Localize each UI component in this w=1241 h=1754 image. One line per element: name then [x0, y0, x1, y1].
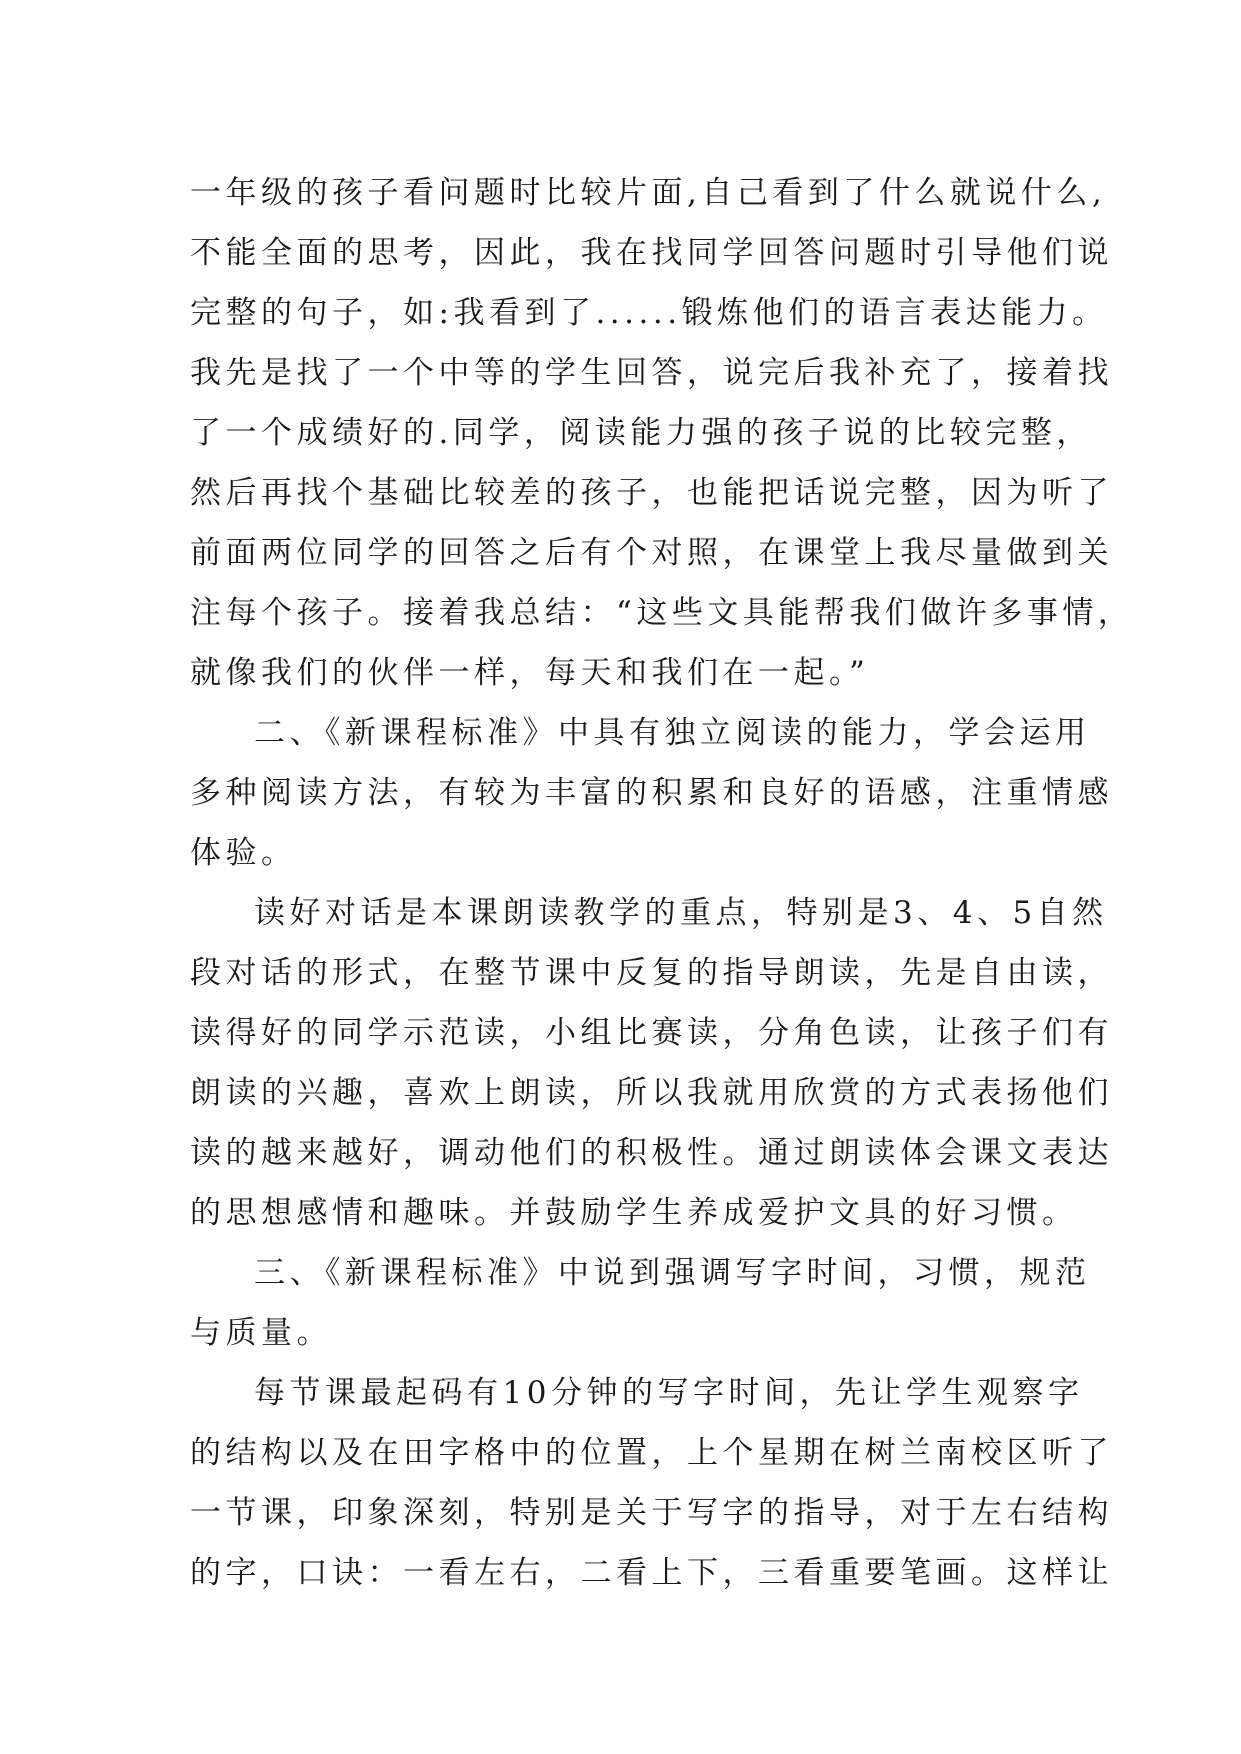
- text-line: 一年级的孩子看问题时比较片面,自己看到了什么就说什么,: [190, 175, 1107, 211]
- text-line: 了一个成绩好的.同学，阅读能力强的孩子说的比较完整，: [190, 415, 1092, 451]
- text-line: 读的越来越好，调动他们的积极性。通过朗读体会课文表达: [190, 1135, 1113, 1171]
- text-line: 读好对话是本课朗读教学的重点，特别是3、4、5自然: [254, 895, 1108, 931]
- text-line: 一节课，印象深刻，特别是关于写字的指导，对于左右结构: [190, 1495, 1113, 1531]
- text-line: 注每个孩子。接着我总结：“这些文具能帮我们做许多事情，: [190, 595, 1134, 631]
- text-line: 的思想感情和趣味。并鼓励学生养成爱护文具的好习惯。: [190, 1195, 1078, 1231]
- text-line: 不能全面的思考，因此，我在找同学回答问题时引导他们说: [190, 235, 1113, 271]
- text-line: 的字，口诀：一看左右，二看上下，三看重要笔画。这样让: [190, 1555, 1113, 1591]
- text-line: 就像我们的伙伴一样，每天和我们在一起。”: [190, 655, 870, 691]
- text-line: 三、《新课程标准》中说到强调写字时间，习惯，规范: [254, 1255, 1091, 1291]
- text-line: 然后再找个基础比较差的孩子，也能把话说完整，因为听了: [190, 475, 1113, 511]
- text-line: 前面两位同学的回答之后有个对照，在课堂上我尽量做到关: [190, 535, 1113, 571]
- text-line: 完整的句子，如:我看到了......锻炼他们的语言表达能力。: [190, 295, 1108, 331]
- text-line: 二、《新课程标准》中具有独立阅读的能力，学会运用: [254, 715, 1091, 751]
- text-line: 朗读的兴趣，喜欢上朗读，所以我就用欣赏的方式表扬他们: [190, 1075, 1113, 1111]
- text-line: 多种阅读方法，有较为丰富的积累和良好的语感，注重情感: [190, 775, 1113, 811]
- text-line: 段对话的形式，在整节课中反复的指导朗读，先是自由读，: [190, 955, 1113, 991]
- text-line: 体验。: [190, 835, 297, 871]
- text-line: 的结构以及在田字格中的位置，上个星期在树兰南校区听了: [190, 1435, 1113, 1471]
- document-body: [190, 163, 1134, 1603]
- text-line: 读得好的同学示范读，小组比赛读，分角色读，让孩子们有: [190, 1015, 1113, 1051]
- text-line: 与质量。: [190, 1315, 332, 1351]
- text-line: 我先是找了一个中等的学生回答，说完后我补充了，接着找: [190, 355, 1113, 391]
- text-line: 每节课最起码有10分钟的写字时间，先让学生观察字: [254, 1375, 1084, 1411]
